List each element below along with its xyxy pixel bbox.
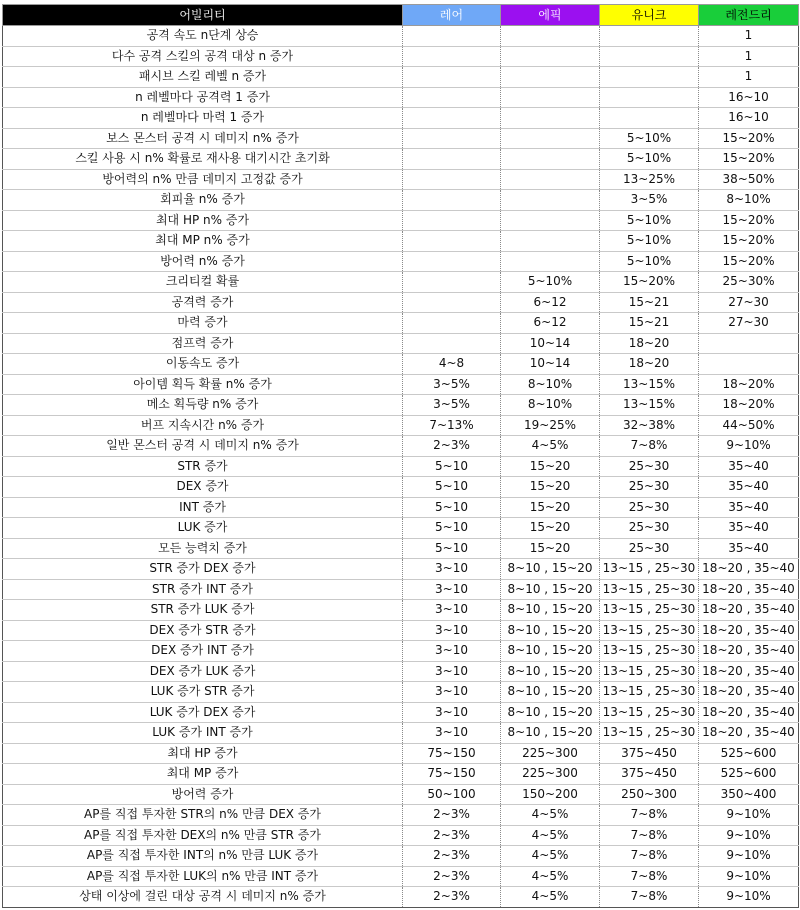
unique-cell: 13~15 , 25~30 [600, 723, 699, 744]
header-legendary: 레전드리 [699, 5, 799, 26]
unique-cell: 13~15 , 25~30 [600, 661, 699, 682]
table-row [3, 46, 799, 67]
legendary-cell: 18~20 , 35~40 [699, 579, 799, 600]
legendary-cell: 1 [699, 46, 799, 67]
ability-cell: LUK 증가 INT 증가 [3, 723, 403, 744]
legendary-cell: 35~40 [699, 497, 799, 518]
epic-cell: 8~10 , 15~20 [501, 702, 600, 723]
epic-cell: 4~5% [501, 436, 600, 457]
unique-cell: 25~30 [600, 518, 699, 539]
rare-cell: 3~5% [403, 395, 501, 416]
legendary-cell: 35~40 [699, 477, 799, 498]
legendary-cell: 18~20 , 35~40 [699, 723, 799, 744]
legendary-cell: 9~10% [699, 887, 799, 908]
unique-cell: 13~15 , 25~30 [600, 641, 699, 662]
unique-cell: 5~10% [600, 231, 699, 252]
ability-cell: DEX 증가 [3, 477, 403, 498]
rare-cell [403, 87, 501, 108]
legendary-cell: 18~20 , 35~40 [699, 702, 799, 723]
unique-cell: 18~20 [600, 333, 699, 354]
epic-cell: 15~20 [501, 477, 600, 498]
legendary-cell: 15~20% [699, 128, 799, 149]
ability-cell: 메소 획득량 n% 증가 [3, 395, 403, 416]
rare-cell: 5~10 [403, 497, 501, 518]
table-row [3, 846, 799, 867]
legendary-cell: 18~20 , 35~40 [699, 600, 799, 621]
epic-cell [501, 108, 600, 129]
rare-cell: 75~150 [403, 764, 501, 785]
epic-cell: 19~25% [501, 415, 600, 436]
table-row [3, 518, 799, 539]
table-row [3, 477, 799, 498]
rare-cell: 3~10 [403, 682, 501, 703]
unique-cell: 25~30 [600, 477, 699, 498]
unique-cell: 375~450 [600, 743, 699, 764]
table-row [3, 128, 799, 149]
ability-cell: AP를 직접 투자한 INT의 n% 만큼 LUK 증가 [3, 846, 403, 867]
header-rare: 레어 [403, 5, 501, 26]
table-row [3, 620, 799, 641]
table-row [3, 313, 799, 334]
legendary-cell: 9~10% [699, 825, 799, 846]
legendary-cell: 44~50% [699, 415, 799, 436]
table-row [3, 559, 799, 580]
epic-cell: 8~10% [501, 374, 600, 395]
table-row [3, 682, 799, 703]
ability-cell: 공격 속도 n단계 상승 [3, 26, 403, 47]
table-row [3, 805, 799, 826]
ability-cell: 최대 HP 증가 [3, 743, 403, 764]
rare-cell: 2~3% [403, 887, 501, 908]
legendary-cell: 15~20% [699, 149, 799, 170]
unique-cell: 5~10% [600, 149, 699, 170]
table-row [3, 784, 799, 805]
table-row [3, 702, 799, 723]
rare-cell: 75~150 [403, 743, 501, 764]
legendary-cell [699, 333, 799, 354]
legendary-cell [699, 354, 799, 375]
table-row [3, 210, 799, 231]
epic-cell: 4~5% [501, 805, 600, 826]
ability-cell: DEX 증가 LUK 증가 [3, 661, 403, 682]
table-row [3, 333, 799, 354]
unique-cell: 7~8% [600, 825, 699, 846]
unique-cell: 5~10% [600, 210, 699, 231]
epic-cell: 4~5% [501, 866, 600, 887]
rare-cell: 2~3% [403, 805, 501, 826]
unique-cell: 15~21 [600, 313, 699, 334]
unique-cell: 13~15% [600, 395, 699, 416]
epic-cell: 8~10 , 15~20 [501, 641, 600, 662]
rare-cell [403, 46, 501, 67]
rare-cell: 3~10 [403, 641, 501, 662]
ability-cell: LUK 증가 [3, 518, 403, 539]
rare-cell [403, 149, 501, 170]
rare-cell: 2~3% [403, 846, 501, 867]
unique-cell [600, 26, 699, 47]
ability-cell: STR 증가 INT 증가 [3, 579, 403, 600]
ability-cell: 최대 HP n% 증가 [3, 210, 403, 231]
legendary-cell: 18~20 , 35~40 [699, 620, 799, 641]
table-row [3, 497, 799, 518]
legendary-cell: 8~10% [699, 190, 799, 211]
legendary-cell: 1 [699, 26, 799, 47]
unique-cell: 13~15 , 25~30 [600, 702, 699, 723]
rare-cell [403, 251, 501, 272]
unique-cell: 375~450 [600, 764, 699, 785]
legendary-cell: 18~20 , 35~40 [699, 559, 799, 580]
table-row [3, 825, 799, 846]
legendary-cell: 350~400 [699, 784, 799, 805]
epic-cell: 8~10 , 15~20 [501, 620, 600, 641]
epic-cell [501, 210, 600, 231]
unique-cell: 25~30 [600, 538, 699, 559]
epic-cell: 8~10 , 15~20 [501, 600, 600, 621]
table-row [3, 579, 799, 600]
table-row [3, 723, 799, 744]
rare-cell [403, 272, 501, 293]
unique-cell: 7~8% [600, 887, 699, 908]
ability-cell: 스킬 사용 시 n% 확률로 재사용 대기시간 초기화 [3, 149, 403, 170]
ability-cell: n 레벨마다 마력 1 증가 [3, 108, 403, 129]
ability-cell: 버프 지속시간 n% 증가 [3, 415, 403, 436]
table-row [3, 169, 799, 190]
ability-cell: n 레벨마다 공격력 1 증가 [3, 87, 403, 108]
unique-cell: 5~10% [600, 128, 699, 149]
epic-cell [501, 149, 600, 170]
epic-cell: 150~200 [501, 784, 600, 805]
table-row [3, 436, 799, 457]
rare-cell [403, 333, 501, 354]
rare-cell: 3~10 [403, 620, 501, 641]
rare-cell: 5~10 [403, 518, 501, 539]
legendary-cell: 16~10 [699, 108, 799, 129]
epic-cell: 15~20 [501, 518, 600, 539]
ability-cell: STR 증가 [3, 456, 403, 477]
table-row [3, 743, 799, 764]
ability-cell: 패시브 스킬 레벨 n 증가 [3, 67, 403, 88]
table-row [3, 67, 799, 88]
unique-cell: 7~8% [600, 436, 699, 457]
unique-cell: 32~38% [600, 415, 699, 436]
ability-cell: 일반 몬스터 공격 시 데미지 n% 증가 [3, 436, 403, 457]
legendary-cell: 15~20% [699, 251, 799, 272]
ability-table [2, 4, 799, 908]
rare-cell: 2~3% [403, 866, 501, 887]
table-row [3, 190, 799, 211]
epic-cell: 225~300 [501, 764, 600, 785]
table-row [3, 272, 799, 293]
rare-cell [403, 108, 501, 129]
table-row [3, 538, 799, 559]
table-row [3, 887, 799, 908]
ability-cell: 마력 증가 [3, 313, 403, 334]
header-epic: 에픽 [501, 5, 600, 26]
legendary-cell: 35~40 [699, 518, 799, 539]
rare-cell: 2~3% [403, 825, 501, 846]
epic-cell [501, 190, 600, 211]
unique-cell [600, 46, 699, 67]
legendary-cell: 25~30% [699, 272, 799, 293]
header-ability: 어빌리티 [3, 5, 403, 26]
unique-cell: 13~15 , 25~30 [600, 579, 699, 600]
rare-cell [403, 67, 501, 88]
epic-cell [501, 46, 600, 67]
legendary-cell: 9~10% [699, 846, 799, 867]
epic-cell: 6~12 [501, 292, 600, 313]
unique-cell: 13~15 , 25~30 [600, 559, 699, 580]
table-row [3, 395, 799, 416]
rare-cell [403, 313, 501, 334]
table-row [3, 87, 799, 108]
epic-cell: 10~14 [501, 333, 600, 354]
ability-cell: 모든 능력치 증가 [3, 538, 403, 559]
ability-cell: 보스 몬스터 공격 시 데미지 n% 증가 [3, 128, 403, 149]
rare-cell: 5~10 [403, 456, 501, 477]
rare-cell: 7~13% [403, 415, 501, 436]
rare-cell: 3~10 [403, 559, 501, 580]
epic-cell [501, 231, 600, 252]
legendary-cell: 18~20 , 35~40 [699, 682, 799, 703]
legendary-cell: 35~40 [699, 538, 799, 559]
epic-cell: 15~20 [501, 538, 600, 559]
rare-cell [403, 231, 501, 252]
rare-cell [403, 128, 501, 149]
table-row [3, 251, 799, 272]
ability-cell: 다수 공격 스킬의 공격 대상 n 증가 [3, 46, 403, 67]
rare-cell: 50~100 [403, 784, 501, 805]
ability-cell: DEX 증가 STR 증가 [3, 620, 403, 641]
epic-cell: 8~10 , 15~20 [501, 661, 600, 682]
ability-cell: 점프력 증가 [3, 333, 403, 354]
legendary-cell: 525~600 [699, 764, 799, 785]
rare-cell: 3~10 [403, 579, 501, 600]
legendary-cell: 18~20% [699, 374, 799, 395]
ability-cell: 아이템 획득 확률 n% 증가 [3, 374, 403, 395]
rare-cell [403, 26, 501, 47]
legendary-cell: 15~20% [699, 231, 799, 252]
rare-cell: 3~5% [403, 374, 501, 395]
unique-cell: 5~10% [600, 251, 699, 272]
unique-cell: 18~20 [600, 354, 699, 375]
table-row [3, 764, 799, 785]
table-row [3, 292, 799, 313]
unique-cell: 7~8% [600, 805, 699, 826]
legendary-cell: 38~50% [699, 169, 799, 190]
legendary-cell: 9~10% [699, 866, 799, 887]
ability-cell: 크리티컬 확률 [3, 272, 403, 293]
ability-cell: LUK 증가 DEX 증가 [3, 702, 403, 723]
epic-cell: 8~10 , 15~20 [501, 559, 600, 580]
unique-cell: 13~15 , 25~30 [600, 682, 699, 703]
unique-cell [600, 108, 699, 129]
legendary-cell: 1 [699, 67, 799, 88]
rare-cell [403, 292, 501, 313]
header-row [3, 5, 799, 26]
unique-cell: 3~5% [600, 190, 699, 211]
ability-cell: 방어력 증가 [3, 784, 403, 805]
legendary-cell: 18~20 , 35~40 [699, 661, 799, 682]
rare-cell: 3~10 [403, 600, 501, 621]
epic-cell: 4~5% [501, 887, 600, 908]
rare-cell: 2~3% [403, 436, 501, 457]
table-row [3, 231, 799, 252]
unique-cell [600, 67, 699, 88]
ability-cell: AP를 직접 투자한 STR의 n% 만큼 DEX 증가 [3, 805, 403, 826]
unique-cell: 13~15 , 25~30 [600, 620, 699, 641]
legendary-cell: 27~30 [699, 313, 799, 334]
ability-cell: 회피율 n% 증가 [3, 190, 403, 211]
legendary-cell: 35~40 [699, 456, 799, 477]
rare-cell: 5~10 [403, 538, 501, 559]
table-row [3, 641, 799, 662]
table-row [3, 354, 799, 375]
table-row [3, 374, 799, 395]
legendary-cell: 18~20 , 35~40 [699, 641, 799, 662]
epic-cell [501, 169, 600, 190]
unique-cell [600, 87, 699, 108]
unique-cell: 15~21 [600, 292, 699, 313]
epic-cell [501, 128, 600, 149]
epic-cell [501, 26, 600, 47]
epic-cell: 4~5% [501, 846, 600, 867]
ability-cell: STR 증가 DEX 증가 [3, 559, 403, 580]
epic-cell: 15~20 [501, 456, 600, 477]
epic-cell: 225~300 [501, 743, 600, 764]
legendary-cell: 27~30 [699, 292, 799, 313]
rare-cell: 3~10 [403, 702, 501, 723]
rare-cell: 5~10 [403, 477, 501, 498]
table-row [3, 456, 799, 477]
rare-cell: 4~8 [403, 354, 501, 375]
ability-cell: 상태 이상에 걸린 대상 공격 시 데미지 n% 증가 [3, 887, 403, 908]
epic-cell: 10~14 [501, 354, 600, 375]
ability-cell: LUK 증가 STR 증가 [3, 682, 403, 703]
unique-cell: 7~8% [600, 866, 699, 887]
table-row [3, 26, 799, 47]
epic-cell: 8~10 , 15~20 [501, 579, 600, 600]
unique-cell: 15~20% [600, 272, 699, 293]
table-row [3, 661, 799, 682]
ability-cell: AP를 직접 투자한 LUK의 n% 만큼 INT 증가 [3, 866, 403, 887]
table-row [3, 415, 799, 436]
ability-cell: 최대 MP 증가 [3, 764, 403, 785]
rare-cell [403, 169, 501, 190]
epic-cell: 4~5% [501, 825, 600, 846]
rare-cell: 3~10 [403, 723, 501, 744]
table-body [3, 26, 799, 908]
ability-cell: 최대 MP n% 증가 [3, 231, 403, 252]
rare-cell: 3~10 [403, 661, 501, 682]
legendary-cell: 9~10% [699, 805, 799, 826]
rare-cell [403, 210, 501, 231]
legendary-cell: 18~20% [699, 395, 799, 416]
unique-cell: 13~15% [600, 374, 699, 395]
ability-cell: DEX 증가 INT 증가 [3, 641, 403, 662]
ability-cell: 공격력 증가 [3, 292, 403, 313]
epic-cell [501, 67, 600, 88]
table-row [3, 600, 799, 621]
unique-cell: 25~30 [600, 456, 699, 477]
unique-cell: 25~30 [600, 497, 699, 518]
epic-cell: 8~10 , 15~20 [501, 723, 600, 744]
legendary-cell: 525~600 [699, 743, 799, 764]
table-row [3, 108, 799, 129]
unique-cell: 13~15 , 25~30 [600, 600, 699, 621]
epic-cell: 6~12 [501, 313, 600, 334]
ability-cell: 방어력의 n% 만큼 데미지 고정값 증가 [3, 169, 403, 190]
ability-cell: 이동속도 증가 [3, 354, 403, 375]
unique-cell: 7~8% [600, 846, 699, 867]
rare-cell [403, 190, 501, 211]
ability-cell: INT 증가 [3, 497, 403, 518]
epic-cell [501, 251, 600, 272]
table-row [3, 149, 799, 170]
epic-cell: 15~20 [501, 497, 600, 518]
unique-cell: 13~25% [600, 169, 699, 190]
ability-cell: STR 증가 LUK 증가 [3, 600, 403, 621]
ability-cell: AP를 직접 투자한 DEX의 n% 만큼 STR 증가 [3, 825, 403, 846]
legendary-cell: 16~10 [699, 87, 799, 108]
legendary-cell: 9~10% [699, 436, 799, 457]
epic-cell: 8~10 , 15~20 [501, 682, 600, 703]
unique-cell: 250~300 [600, 784, 699, 805]
epic-cell: 8~10% [501, 395, 600, 416]
legendary-cell: 15~20% [699, 210, 799, 231]
table-row [3, 866, 799, 887]
ability-cell: 방어력 n% 증가 [3, 251, 403, 272]
header-unique: 유니크 [600, 5, 699, 26]
epic-cell: 5~10% [501, 272, 600, 293]
epic-cell [501, 87, 600, 108]
